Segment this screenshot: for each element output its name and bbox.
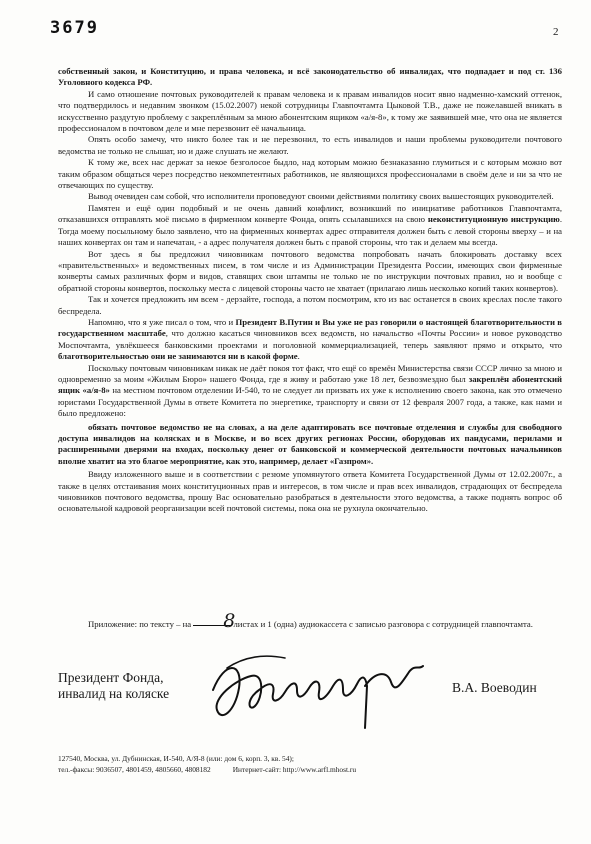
signer-title-line: Президент Фонда, <box>58 670 164 685</box>
paragraph <box>58 203 562 249</box>
signer-name: В.А. Воеводин <box>452 680 537 695</box>
footer-phones: тел.-факсы: 9036507, 4801459, 4805660, 4808182 <box>58 765 211 774</box>
bold-text: закреплён абонентский ящик «а/я-8» <box>58 373 562 396</box>
signer-title-line: инвалид на коляске <box>58 686 170 701</box>
paragraph: Вывод очевиден сам собой, что исполнители проповедуют своими действиями политику своих вышестоящих руководителей. <box>88 191 554 202</box>
text-span: Напомню, что я уже писал о том, что и <box>88 316 236 327</box>
paragraph: Так и хочется предложить им всем - дерзайте, господа, а потом посмотрим, кто из вас останется в своих креслах после такого беспредела. <box>58 294 562 316</box>
text-span: Приложение: по тексту – на <box>88 619 194 629</box>
text-span: Поскольку почтовым чиновникам никак не даёт покоя тот факт, что ещё со времён Министерства связи СССР лично за мною и одновременно за моим «Жилым Бюро» нашего Фонда, где я живу и работаю уже 18 лет, безвозмездно был <box>58 362 562 384</box>
footer-address: 127540, Москва, ул. Дубнинская, И-540, А/Я-8 (или: дом 6, корп. 3, кв. 54); <box>58 754 294 763</box>
paragraph <box>58 363 562 420</box>
text-span: . Тогда моему посыльному было заявлено, что на фирменных конвертах адрес отправителя должен быть с левой стороны вверху – и на наших конвертах он там и напечатан, - а адрес получателя должен быть с правой стороны, что так и делаем мы всегда. <box>58 214 562 248</box>
footer-contacts <box>58 764 356 775</box>
paragraph: Ввиду изложенного выше и в соответствии с резюме упомянутого ответа Комитета Государственной Думы от 12.02.2007г., а также в целях отстаивания моих конституционных прав и интересов, в том числе и прав всех инвалидов, страдающих от беспредела чиновников почтового ведомства, прошу Вас основательно разобраться в деятельности этого ведомства, а также поднять вопрос об основательной кадровой реорганизации всей почтовой системы, пока она не рухнула окончательно. <box>58 469 562 514</box>
letter-body <box>58 66 562 515</box>
footer-website: Интернет-сайт: http://www.arfl.mhost.ru <box>232 765 357 774</box>
demand-paragraph: обязать почтовое ведомство не на словах, а на деле адаптировать все почтовые отделения и службы для свободного доступа инвалидов на колясках и в Москве, и во всех других регионах России, оборудовав их пандусами, перилами и расширенными дверями на входах, поскольку денег от банковской и коммерческой деятельности почтовых начальников вполне хватит на это благое мероприятие, как это, например, делает «Газпром». <box>58 421 562 466</box>
attachment-note <box>58 610 562 632</box>
bold-text: собственный закон, и Конституцию, и права человека, и всё законодательство об инвалидах, что подпадает и под ст. 136 Уголовного кодекса РФ. <box>58 66 562 88</box>
text-span: , что должно касаться чиновников всех ведомств, но начальство «Почты России» и новое руководство Моспочтамта, увлёкшееся банковскими проектами и поголовной коммерциализацией, теперь заявляют прямо и открыто, что <box>58 328 562 350</box>
handwritten-count: 8 <box>193 617 231 626</box>
letterhead-footer <box>58 753 356 775</box>
paragraph <box>58 66 562 89</box>
paragraph: И само отношение почтовых руководителей к правам человека и к правам инвалидов носит явно надменно-хамский оттенок, что подтвердилось и недавним звонком (15.02.2007) некой сотрудницы Главпочтамта Цыковой Т.В., даже не пожелавшей вникать в искусственно раздутую проблему с закреплённым за мною абонентским ящиком «а/я-8», к тому же заявившей мне, что она не является профессионалом в почтовом деле и мне перезвонит её начальница. <box>58 88 562 134</box>
bold-text: благотворительностью они не занимаются ни в какой форме <box>58 351 298 362</box>
text-span: Памятен и ещё один подобный и не очень давний конфликт, возникший по инициативе работников Главпочтамта, отказавшихся отправлять моё письмо в фирменном конверте Фонда, опять ссылавшихся на свою <box>58 202 562 225</box>
text-span: листах и 1 (одна) аудиокассета с записью разговора с сотрудницей главпочтамта. <box>231 619 533 629</box>
signer-title <box>58 670 169 702</box>
text-span: . <box>297 351 300 362</box>
text-span: на местном почтовом отделении И-540, то не следует ли призвать их уже к исполнению своего закона, как это отмечено юристами Государственной Думы в ответе Комитета по энергетике, транспорту и связи от 12 февраля 2007 года, а также, как нами и было предложено: <box>58 385 562 419</box>
bold-text: Президент В.Путин и Вы уже не раз говорили о настоящей благотворительности в государственном масштабе <box>58 316 562 339</box>
page-number: 2 <box>553 26 559 38</box>
registration-stamp: 3679 <box>50 18 99 38</box>
paragraph: Вот здесь я бы предложил чиновникам почтового ведомства попробовать начать блокировать доставку всех «правительственных» и ведомственных писем, в том числе и из Администрации Президента России, имеющих свои фирменные конверты самых различных форм и видов, ставящих свои штампы не только не по инструкции почтовых правил, но и вообще с обратной стороны конвертов, поскольку места с лицевой стороны часто не хватает (прилагаю лишь несколько копий таких конвертов). <box>58 248 562 293</box>
paragraph <box>58 317 562 363</box>
handwritten-signature <box>205 650 430 735</box>
paragraph: Опять особо замечу, что никто более так и не перезвонил, то есть инвалидов и наши проблемы руководители почтового ведомства не только не слышат, но и даже слушать не желают. <box>58 134 562 156</box>
paragraph: К тому же, всех нас держат за некое безголосое быдло, над которым можно безнаказанно глумиться и с которым можно вот таким образом общаться через посредство некомпетентных работников, не являющихся профессионалами в своём деле и ни за что не отвечающих по существу. <box>58 157 562 191</box>
bold-text: неконституционную инструкцию <box>427 214 560 225</box>
